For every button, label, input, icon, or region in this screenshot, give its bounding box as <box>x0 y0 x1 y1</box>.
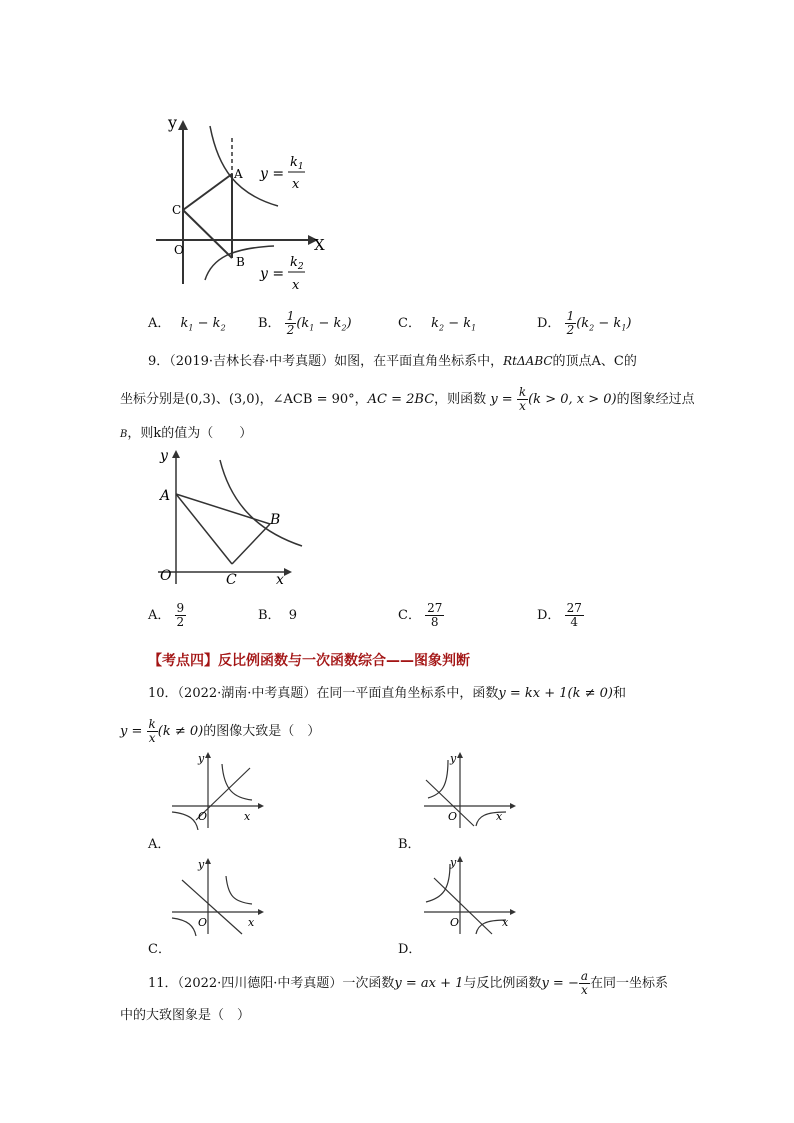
axis-label-y: y <box>160 448 168 464</box>
svg-text:x: x <box>496 810 503 823</box>
point-b-label: B <box>236 255 245 269</box>
q11-line2: 中的大致图象是（ ） <box>120 1008 251 1023</box>
q11-line1: 11．（2022·四川德阳·中考真题）一次函数y = ax + 1与反比例函数y = − $\frac{a}{x}$ 在同一坐标系 <box>148 969 669 997</box>
q10-option-b-label: B． <box>398 837 421 852</box>
svg-text:k2: $k_2$ <box>290 255 304 272</box>
option-letter: C． <box>398 316 421 331</box>
q10-graph-b[interactable] <box>420 750 520 830</box>
svg-text:k1: $k_1$ <box>290 155 304 172</box>
svg-text:y: y <box>198 858 205 871</box>
axis-label-y: y <box>168 113 178 132</box>
svg-text:x: x <box>292 177 300 192</box>
figure-q8 <box>150 108 340 300</box>
svg-text:y: y <box>450 752 457 765</box>
point-b-label: B <box>270 512 281 528</box>
svg-text:y =: y = <box>260 266 285 282</box>
svg-text:O: O <box>448 810 458 823</box>
q10-line2: y = $\frac{k}{x}$ (k ≠ 0)的图像大致是（ ） <box>120 717 321 745</box>
axis-label-x: x <box>276 572 284 588</box>
origin-label: O <box>174 243 184 257</box>
q10-graph-d[interactable] <box>420 850 520 938</box>
q8-option-a[interactable]: A． $k_1 - k_2$ <box>148 316 226 333</box>
q10-option-a-label: A． <box>148 837 171 852</box>
option-letter: D． <box>537 316 561 331</box>
svg-text:x: x <box>248 916 255 929</box>
q10-option-d-label: D． <box>398 942 422 957</box>
q10-option-c-label: C． <box>148 942 171 957</box>
option-letter: D． <box>537 608 561 623</box>
option-letter: A． <box>148 316 171 331</box>
option-letter: A． <box>148 608 171 623</box>
svg-text:O: O <box>198 810 208 823</box>
q10-graph-c[interactable] <box>168 854 268 938</box>
q10-line1: 10．（2022·湖南·中考真题）在同一平面直角坐标系中，函数y = kx + 1(k ≠ 0)和 <box>148 686 627 701</box>
q8-option-b[interactable]: B． $\frac{1}{2}$ $(k_1 - k_2)$ <box>258 309 352 337</box>
q8-option-d[interactable]: D． $\frac{1}{2}$ $(k_2 - k_1)$ <box>537 309 632 337</box>
option-letter: B． <box>258 316 281 331</box>
axis-label-x: X <box>314 236 325 254</box>
q9-line2: 坐标分别是(0,3)、(3,0)，∠ACB = 90°，AC = 2BC，则函数 y = $\frac{k}{x}$ (k > 0, x > 0)的图象经过点 <box>120 385 695 413</box>
q9-option-c[interactable]: C． $\frac{27}{8}$ <box>398 601 443 629</box>
svg-text:y =: y = <box>260 166 285 182</box>
section-title: 【考点四】反比例函数与一次函数综合——图象判断 <box>148 653 470 669</box>
svg-text:x: x <box>502 916 509 929</box>
svg-text:x: x <box>244 810 251 823</box>
svg-text:O: O <box>198 916 208 929</box>
figure-q9 <box>150 444 310 590</box>
q8-option-c[interactable]: C． $k_2 - k_1$ <box>398 316 477 333</box>
q9-option-a[interactable]: A． $\frac{9}{2}$ <box>148 601 185 629</box>
option-letter: C． <box>398 608 421 623</box>
svg-text:y: y <box>198 752 205 765</box>
svg-text:x: x <box>292 278 300 293</box>
q9-option-d[interactable]: D． $\frac{27}{4}$ <box>537 601 582 629</box>
point-c-label: C <box>226 572 237 588</box>
point-a-label: A <box>234 167 243 181</box>
point-c-label: C <box>172 203 182 217</box>
q9-option-b[interactable]: B． 9 <box>258 608 297 623</box>
q10-graph-a[interactable] <box>168 750 268 830</box>
origin-label: O <box>160 568 172 584</box>
option-letter: B． <box>258 608 281 623</box>
svg-text:y: y <box>450 856 457 869</box>
q9-line3: B，则k的值为（ ） <box>120 426 253 441</box>
svg-text:O: O <box>450 916 460 929</box>
point-a-label: A <box>160 488 171 504</box>
q9-line1: 9．（2019·吉林长春·中考真题）如图，在平面直角坐标系中，RtΔABC的顶点A、C的 <box>148 354 637 369</box>
